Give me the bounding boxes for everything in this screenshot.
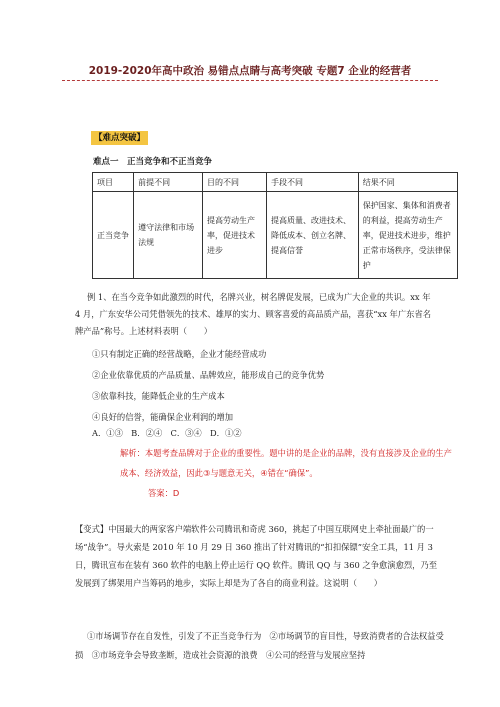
table-cell: 遵守法律和市场法规 <box>134 192 203 279</box>
section-subheading: 难点一 正当竞争和不正当竞争 <box>93 157 213 167</box>
variant-options: ①市场调节存在自发性，引发了不正当竞争行为 ②市场调节的盲目性，导致消费者的合法权益受损 ③市场竞争会导致垄断，造成社会资源的浪费 ④公司的经营与发展应坚持 <box>75 631 444 660</box>
example-answer: 答案：D <box>148 488 180 498</box>
table-header-row <box>93 173 458 192</box>
table-header-cell: 手段不同 <box>267 173 359 192</box>
variant-question: 【变式】中国最大的两家客户端软件公司腾讯和奇虎 360，挑起了中国互联网史上牵扯面最广的一场“战争”。导火索是 2010 年 10 月 29 日 360 推出了针对腾讯的“扣扣保镖”安全工具，11 月 3 日，腾讯宣布在装有 360 软件的电脑上停止运行 QQ 软件。腾讯 QQ 与 360 之争愈演愈烈，乃至发展到了绑架用户当筹码的地步，实际上却是为了各自的商业利益。这说明（ ） <box>75 524 438 588</box>
section-badge: 【难点突破】 <box>91 131 148 145</box>
table-header-cell: 项目 <box>93 173 134 192</box>
example-stem: 例 1、在当今竞争如此激烈的时代，名牌兴业，树名牌促发展，已成为广大企业的共识。xx 年 4 月，广东安华公司凭借领先的技术、雄厚的实力、顾客喜爱的高品质产品，喜获“xx 年广东省名牌产品”称号。上述材料表明（ ） <box>75 292 432 336</box>
example-option: ④良好的信誉，能确保企业利润的增加 <box>92 412 234 422</box>
table-cell: 提高质量、改进技术、降低成本、创立名牌、提高信誉 <box>267 192 359 279</box>
example-choices: A．①③ B．②④ C．③④ D．①② <box>92 428 242 438</box>
example-explanation: 解析：本题考查品牌对于企业的重要性。题中讲的是企业的品牌，没有直接涉及企业的生产成本、经济效益，因此③与题意无关，④错在“确保”。 <box>120 448 452 478</box>
table-header-cell: 目的不同 <box>203 173 267 192</box>
document-title: 2019-2020年高中政治 易错点点睛与高考突破 专题7 企业的经营者 <box>88 65 412 77</box>
table-row-label: 正当竞争 <box>93 192 134 279</box>
table-cell: 提高劳动生产率，促进技术进步 <box>203 192 267 279</box>
table-cell: 保护国家、集体和消费者的利益，提高劳动生产率，促进技术进步，维护正常市场秩序，受法律保护 <box>358 192 457 279</box>
comparison-table <box>92 172 458 279</box>
table-row <box>93 192 458 279</box>
title-divider <box>62 80 438 81</box>
table-header-cell: 前提不同 <box>134 173 203 192</box>
example-option: ③依靠科技，能降低企业的生产成本 <box>92 391 225 401</box>
table-header-cell: 结果不同 <box>358 173 457 192</box>
example-option: ①只有制定正确的经营战略，企业才能经营成功 <box>92 349 267 359</box>
example-option: ②企业依靠优质的产品质量、品牌效应，能形成自己的竞争优势 <box>92 370 325 380</box>
